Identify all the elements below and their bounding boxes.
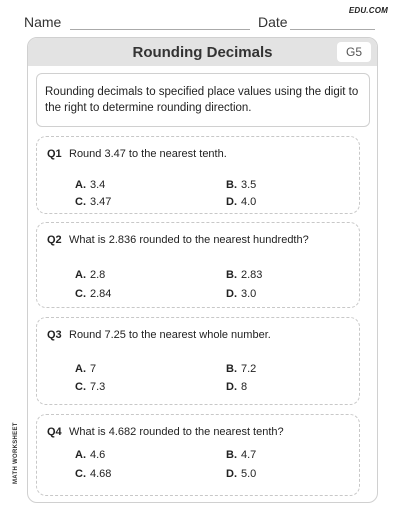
option-value: 5.0: [241, 468, 257, 480]
question-number: Q1: [47, 148, 62, 160]
date-line[interactable]: [290, 29, 375, 30]
option-value: 7: [90, 363, 97, 375]
side-label: MATH WORKSHEET: [13, 422, 19, 484]
option-d[interactable]: [226, 196, 256, 208]
option-letter: B.: [226, 449, 237, 461]
name-line[interactable]: [70, 29, 250, 30]
question-text: What is 4.682 rounded to the nearest tenth?: [69, 426, 284, 438]
option-letter: C.: [75, 468, 86, 480]
question-number: Q2: [47, 234, 62, 246]
option-value: 3.5: [241, 179, 257, 191]
option-value: 2.83: [241, 269, 263, 281]
option-value: 2.84: [90, 288, 112, 300]
option-b[interactable]: [226, 269, 262, 281]
question-card-q4: [36, 414, 360, 496]
option-letter: A.: [75, 363, 86, 375]
question-text: What is 2.836 rounded to the nearest hundredth?: [69, 234, 309, 246]
option-letter: D.: [226, 196, 237, 208]
title-bar: [28, 38, 377, 66]
option-b[interactable]: [226, 179, 256, 191]
worksheet-header: [0, 0, 400, 36]
option-letter: C.: [75, 288, 86, 300]
option-letter: A.: [75, 179, 86, 191]
option-c[interactable]: [75, 196, 111, 208]
option-letter: C.: [75, 196, 86, 208]
option-a[interactable]: [75, 449, 105, 461]
date-label: Date: [258, 14, 288, 30]
option-letter: B.: [226, 179, 237, 191]
option-value: 7.2: [241, 363, 257, 375]
option-letter: D.: [226, 381, 237, 393]
option-d[interactable]: [226, 381, 247, 393]
option-letter: D.: [226, 288, 237, 300]
question-card-q3: [36, 317, 360, 405]
question-text: Round 3.47 to the nearest tenth.: [69, 148, 227, 160]
option-letter: C.: [75, 381, 86, 393]
option-value: 3.47: [90, 196, 112, 208]
option-b[interactable]: [226, 449, 256, 461]
question-number: Q3: [47, 329, 62, 341]
question-text: Round 7.25 to the nearest whole number.: [69, 329, 271, 341]
option-b[interactable]: [226, 363, 256, 375]
question-number: Q4: [47, 426, 62, 438]
option-value: 3.0: [241, 288, 257, 300]
option-value: 7.3: [90, 381, 106, 393]
option-letter: B.: [226, 363, 237, 375]
grade-badge: G5: [337, 42, 371, 62]
option-value: 4.7: [241, 449, 257, 461]
question-card-q2: [36, 222, 360, 308]
option-c[interactable]: [75, 288, 111, 300]
option-c[interactable]: [75, 381, 105, 393]
option-a[interactable]: [75, 363, 96, 375]
option-d[interactable]: [226, 468, 256, 480]
worksheet-card: [27, 37, 378, 503]
intro-box: Rounding decimals to specified place values using the digit to the right to determine rounding direction.: [36, 73, 370, 127]
name-label: Name: [24, 14, 62, 30]
option-value: 3.4: [90, 179, 106, 191]
question-card-q1: [36, 136, 360, 214]
option-letter: D.: [226, 468, 237, 480]
option-letter: A.: [75, 449, 86, 461]
option-letter: A.: [75, 269, 86, 281]
option-a[interactable]: [75, 269, 105, 281]
option-a[interactable]: [75, 179, 105, 191]
option-letter: B.: [226, 269, 237, 281]
worksheet-title: Rounding Decimals: [132, 44, 273, 61]
option-c[interactable]: [75, 468, 111, 480]
brand-logo: EDU.COM: [348, 6, 388, 15]
option-d[interactable]: [226, 288, 256, 300]
option-value: 4.0: [241, 196, 257, 208]
option-value: 2.8: [90, 269, 106, 281]
option-value: 4.6: [90, 449, 106, 461]
option-value: 4.68: [90, 468, 112, 480]
option-value: 8: [241, 381, 248, 393]
